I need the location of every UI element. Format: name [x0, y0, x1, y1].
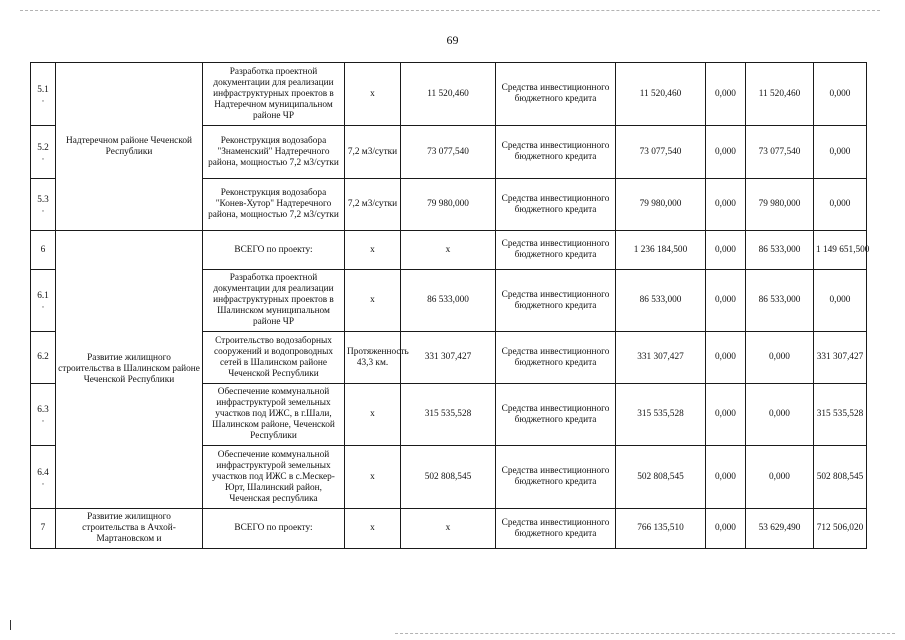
row-number: 5.1: [37, 84, 49, 95]
amount-col-1-cell: 0,000: [706, 179, 746, 231]
capacity-cell: х: [345, 384, 401, 446]
row-number-cell: [31, 332, 56, 384]
project-name-cell: Обеспечение коммунальной инфраструктурой земельных участков под ИЖС в с.Мескер-Юрт, Шалинский район, Чеченская республика: [203, 446, 345, 509]
scan-artifact-top: [20, 10, 880, 11]
funding-source-cell: Средства инвестиционного бюджетного кредита: [496, 509, 616, 549]
amount-col-2-cell: 73 077,540: [746, 126, 814, 179]
amount-col-2-cell: 0,000: [746, 384, 814, 446]
amount-col-3-cell: 0,000: [814, 179, 867, 231]
funding-source-cell: Средства инвестиционного бюджетного кредита: [496, 270, 616, 332]
capacity-cell: х: [345, 231, 401, 270]
amount-col-2-cell: 11 520,460: [746, 63, 814, 126]
row-number: 5.3: [37, 195, 49, 205]
total-amount-cell: 73 077,540: [616, 126, 706, 179]
project-name-cell: Обеспечение коммунальной инфраструктурой земельных участков под ИЖС, в г.Шали, Шалинском районе, Чеченской Республики: [203, 384, 345, 446]
total-amount-cell: 1 236 184,500: [616, 231, 706, 270]
row-number-mark: ·: [41, 478, 45, 489]
capacity-cell: х: [345, 270, 401, 332]
total-amount-cell: 766 135,510: [616, 509, 706, 549]
table-row: [31, 231, 867, 270]
row-number-mark: ·: [41, 416, 45, 426]
row-number: 6: [40, 244, 46, 255]
cost-cell: 331 307,427: [401, 332, 496, 384]
project-name-cell: ВСЕГО по проекту:: [203, 231, 345, 270]
amount-col-3-cell: 315 535,528: [814, 384, 867, 446]
row-number: 6.3: [37, 405, 49, 415]
project-name-cell: ВСЕГО по проекту:: [203, 509, 345, 549]
amount-col-2-cell: 79 980,000: [746, 179, 814, 231]
amount-col-1-cell: 0,000: [706, 332, 746, 384]
project-name-cell: Разработка проектной документации для реализации инфраструктурных проектов в Шалинском муниципальном районе ЧР: [203, 270, 345, 332]
funding-source-cell: Средства инвестиционного бюджетного кредита: [496, 332, 616, 384]
funding-source-cell: Средства инвестиционного бюджетного кредита: [496, 384, 616, 446]
margin-mark: [10, 620, 11, 630]
amount-col-3-cell: 0,000: [814, 126, 867, 179]
amount-col-3-cell: 0,000: [814, 63, 867, 126]
amount-col-3-cell: 712 506,020: [814, 509, 867, 549]
amount-col-1-cell: 0,000: [706, 231, 746, 270]
table-row: [31, 509, 867, 549]
row-number-cell: [31, 63, 56, 126]
amount-col-2-cell: 0,000: [746, 332, 814, 384]
cost-cell: 315 535,528: [401, 384, 496, 446]
scan-artifact-bottom: [395, 633, 895, 634]
amount-col-1-cell: 0,000: [706, 126, 746, 179]
region-cell: Развитие жилищного строительства в Шалинском районе Чеченской Республики: [56, 231, 203, 509]
amount-col-3-cell: 1 149 651,500: [814, 231, 867, 270]
project-name-cell: Реконструкция водозабора "Конев-Хутор" Надтеречного района, мощностью 7,2 м3/сутки: [203, 179, 345, 231]
cost-cell: 79 980,000: [401, 179, 496, 231]
project-name-cell: Строительство водозаборных сооружений и водопроводных сетей в Шалинском районе Чеченской Республики: [203, 332, 345, 384]
row-number-cell: [31, 384, 56, 446]
capacity-cell: Протяженность 43,3 км.: [345, 332, 401, 384]
total-amount-cell: 79 980,000: [616, 179, 706, 231]
total-amount-cell: 11 520,460: [616, 63, 706, 126]
row-number-cell: [31, 270, 56, 332]
cost-cell: 502 808,545: [401, 446, 496, 509]
cost-cell: 86 533,000: [401, 270, 496, 332]
amount-col-2-cell: 86 533,000: [746, 270, 814, 332]
cost-cell: 11 520,460: [401, 63, 496, 126]
row-number-cell: [31, 126, 56, 179]
funding-source-cell: Средства инвестиционного бюджетного кредита: [496, 179, 616, 231]
amount-col-2-cell: 53 629,490: [746, 509, 814, 549]
cost-cell: 73 077,540: [401, 126, 496, 179]
capacity-cell: х: [345, 509, 401, 549]
funding-source-cell: Средства инвестиционного бюджетного кредита: [496, 126, 616, 179]
total-amount-cell: 502 808,545: [616, 446, 706, 509]
table-body: [31, 63, 870, 549]
amount-col-1-cell: 0,000: [706, 270, 746, 332]
cost-cell: х: [401, 509, 496, 549]
amount-col-1-cell: 0,000: [706, 63, 746, 126]
amount-col-3-cell: 331 307,427: [814, 332, 867, 384]
row-number: 5.2: [37, 142, 49, 153]
row-number-mark: ·: [41, 206, 45, 216]
cost-cell: х: [401, 231, 496, 270]
region-cell: Развитие жилищного строительства в Ачхой-Мартановском и: [56, 509, 203, 549]
amount-col-1-cell: 0,000: [706, 446, 746, 509]
total-amount-cell: 86 533,000: [616, 270, 706, 332]
row-number-cell: [31, 446, 56, 509]
amount-col-2-cell: 0,000: [746, 446, 814, 509]
row-number: 6.2: [37, 352, 49, 362]
row-number-cell: [31, 509, 56, 549]
total-amount-cell: 315 535,528: [616, 384, 706, 446]
row-number: 7: [40, 523, 46, 533]
table-row: [31, 63, 867, 126]
capacity-cell: х: [345, 446, 401, 509]
funding-source-cell: Средства инвестиционного бюджетного кредита: [496, 446, 616, 509]
page-number: 69: [446, 33, 459, 47]
amount-col-3-cell: 0,000: [814, 270, 867, 332]
row-number: 6.1: [37, 291, 49, 301]
row-number-mark: ·: [41, 95, 45, 106]
project-name-cell: Реконструкция водозабора "Знаменский" Надтеречного района, мощностью 7,2 м3/сутки: [203, 126, 345, 179]
total-amount-cell: 331 307,427: [616, 332, 706, 384]
capacity-cell: 7,2 м3/сутки: [345, 126, 401, 179]
funding-source-cell: Средства инвестиционного бюджетного кредита: [496, 231, 616, 270]
row-number-mark: ·: [41, 302, 45, 312]
row-number-cell: [31, 231, 56, 270]
row-number: 6.4: [37, 467, 49, 478]
amount-col-3-cell: 502 808,545: [814, 446, 867, 509]
funding-source-cell: Средства инвестиционного бюджетного кредита: [496, 63, 616, 126]
row-number-cell: [31, 179, 56, 231]
amount-col-2-cell: 86 533,000: [746, 231, 814, 270]
project-name-cell: Разработка проектной документации для реализации инфраструктурных проектов в Надтеречном муниципальном районе ЧР: [203, 63, 345, 126]
amount-col-1-cell: 0,000: [706, 509, 746, 549]
row-number-mark: ·: [41, 153, 45, 164]
budget-table: [30, 62, 870, 549]
amount-col-1-cell: 0,000: [706, 384, 746, 446]
capacity-cell: х: [345, 63, 401, 126]
capacity-cell: 7,2 м3/сутки: [345, 179, 401, 231]
region-cell: Надтеречном районе Чеченской Республики: [56, 63, 203, 231]
